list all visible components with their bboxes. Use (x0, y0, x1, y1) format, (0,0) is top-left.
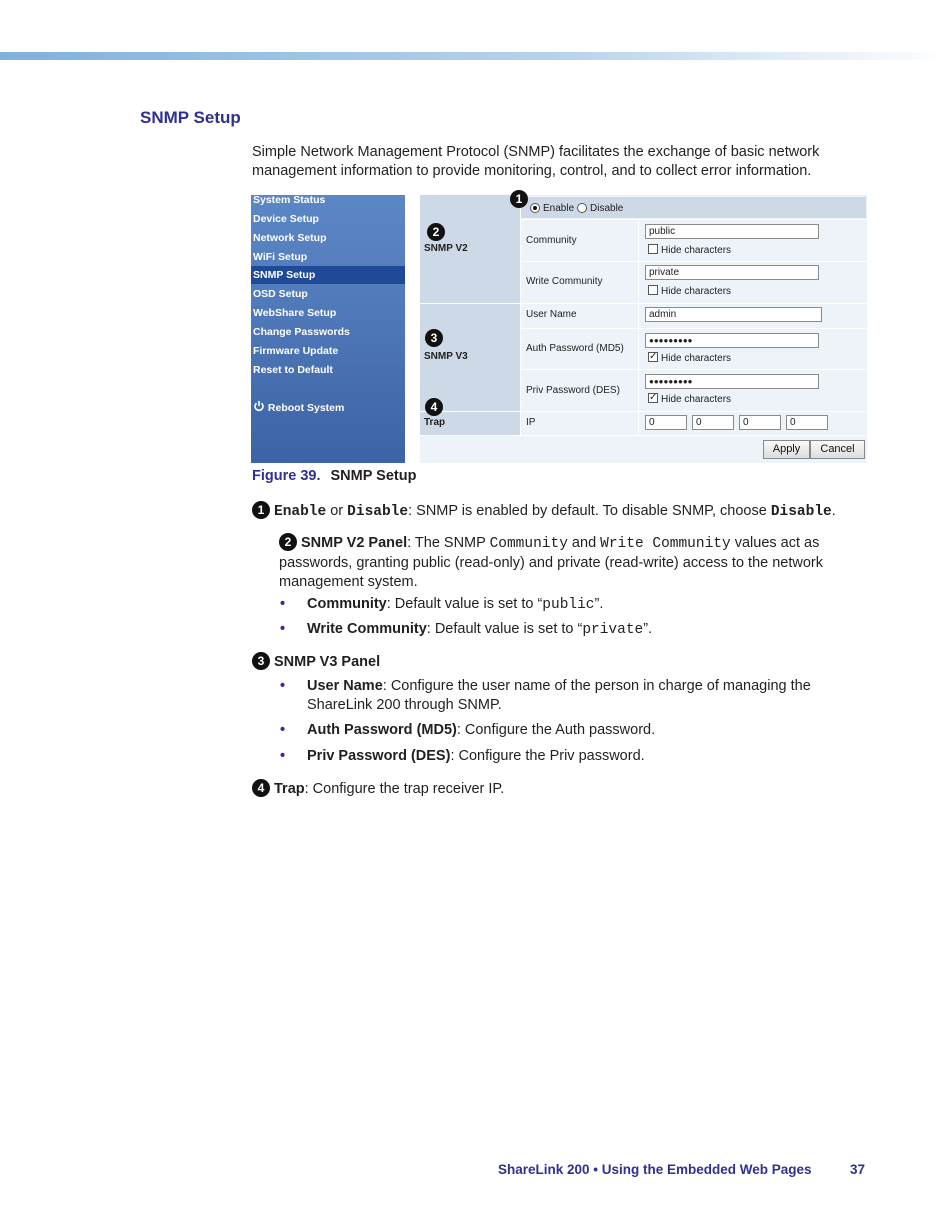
disable-label: Disable (590, 203, 624, 214)
column-separator (638, 219, 639, 435)
enable-radio[interactable] (530, 203, 540, 213)
write-community-keyword: Write Community (600, 536, 731, 552)
sidebar-item-webshare-setup[interactable]: WebShare Setup (253, 307, 337, 319)
bullet-dot: • (280, 722, 286, 738)
figure-caption (252, 468, 416, 484)
sidebar-item-wifi-setup[interactable]: WiFi Setup (253, 251, 308, 263)
auth-password-label: Auth Password (MD5) (526, 343, 624, 354)
snmp-v2-label: SNMP V2 (424, 243, 468, 254)
intro-paragraph: Simple Network Management Protocol (SNMP) facilitates the exchange of basic network management information to provide monitoring, control, and to collect error information. (252, 144, 820, 179)
reboot-system-button[interactable] (253, 400, 344, 414)
auth-hide-label: Hide characters (661, 353, 732, 364)
bullet-text: : Configure the Auth password. (456, 722, 656, 738)
user-name-input[interactable]: admin (645, 307, 822, 322)
or-text: or (326, 503, 348, 519)
snmp-setup-screenshot (251, 192, 867, 463)
item-2-text-2: values act as passwords, granting public (read-only) and private (read-write) access to the network management system. (279, 535, 823, 590)
snmp-form-panel (420, 192, 867, 463)
snmp-v3-label: SNMP V3 (424, 351, 468, 362)
priv-password-input[interactable]: ●●●●●●●●● (645, 374, 819, 389)
item-1-text: : SNMP is enabled by default. To disable SNMP, choose (408, 503, 771, 519)
figure-title: SNMP Setup (330, 468, 417, 484)
callout-1-icon: 1 (252, 501, 270, 519)
bullet-keyword: private (582, 622, 644, 638)
section-title: SNMP Setup (140, 108, 241, 127)
item-trap (252, 779, 872, 799)
community-label: Community (526, 235, 577, 246)
sidebar-item-snmp-setup[interactable]: SNMP Setup (251, 266, 405, 284)
bullet-dot: • (280, 621, 286, 637)
bullet-title: Priv Password (DES) (307, 748, 451, 764)
write-community-hide-label: Hide characters (661, 286, 732, 297)
callout-4-icon: 4 (252, 779, 270, 797)
bullet-title: Community (307, 596, 387, 612)
community-hide-label: Hide characters (661, 245, 732, 256)
callout-badge-1: 1 (510, 190, 528, 208)
row-separator (521, 261, 867, 262)
sidebar-item-osd-setup[interactable]: OSD Setup (253, 288, 308, 300)
disable-keyword-2: Disable (770, 504, 832, 520)
row-separator (521, 369, 867, 370)
priv-password-label: Priv Password (DES) (526, 385, 620, 396)
callout-2-icon: 2 (279, 533, 297, 551)
ip-label: IP (526, 417, 536, 428)
bullet-dot: • (280, 678, 286, 694)
disable-keyword: Disable (347, 504, 409, 520)
bullet-dot: • (280, 748, 286, 764)
ip-octet-1[interactable]: 0 (645, 415, 687, 430)
auth-password-input[interactable]: ●●●●●●●●● (645, 333, 819, 348)
snmp-v2-title: SNMP V2 Panel (301, 535, 408, 551)
header-gradient-bar (0, 52, 950, 60)
item-1-end: . (831, 503, 836, 519)
ip-octet-4[interactable]: 0 (786, 415, 828, 430)
row-separator (420, 435, 867, 436)
trap-label: Trap (424, 417, 446, 428)
bullet-text: : Configure the Priv password. (450, 748, 645, 764)
snmp-v3-title: SNMP V3 Panel (274, 654, 381, 670)
row-separator (420, 411, 867, 412)
item-enable-disable (252, 501, 872, 522)
apply-button[interactable]: Apply (763, 440, 810, 459)
callout-badge-2: 2 (427, 223, 445, 241)
power-icon (253, 400, 265, 412)
footer-title: ShareLink 200 • Using the Embedded Web Pages (498, 1162, 812, 1177)
bullet-dot: • (280, 596, 286, 612)
bullet-end: ”. (594, 596, 604, 612)
enable-keyword: Enable (274, 504, 327, 520)
priv-hide-checkbox[interactable]: ✓ (649, 392, 658, 403)
write-community-label: Write Community (526, 276, 603, 287)
write-community-hide-checkbox[interactable] (648, 285, 658, 295)
community-keyword: Community (489, 536, 568, 552)
bullet-text: : Configure the user name of the person in charge of managing the ShareLink 200 through SNMP. (307, 678, 811, 713)
ip-octet-3[interactable]: 0 (739, 415, 781, 430)
sidebar-item-change-passwords[interactable]: Change Passwords (253, 326, 350, 338)
figure-number: Figure 39. (252, 468, 321, 484)
bullet-text: : Default value is set to “ (426, 621, 583, 637)
sidebar-item-firmware-update[interactable]: Firmware Update (253, 345, 339, 357)
bullet-end: ”. (643, 621, 653, 637)
write-community-input[interactable]: private (645, 265, 819, 280)
callout-3-icon: 3 (252, 652, 270, 670)
row-separator (420, 303, 867, 304)
callout-badge-3: 3 (425, 329, 443, 347)
cancel-button[interactable]: Cancel (810, 440, 865, 459)
row-separator (521, 219, 867, 220)
sidebar-item-system-status[interactable]: System Status (253, 194, 326, 206)
item-snmp-v2 (252, 533, 872, 592)
disable-radio[interactable] (577, 203, 587, 213)
bullet-title: Write Community (307, 621, 427, 637)
enable-label: Enable (543, 203, 575, 214)
item-snmp-v3 (252, 652, 872, 672)
sidebar-item-device-setup[interactable]: Device Setup (253, 213, 319, 225)
callout-badge-4: 4 (425, 398, 443, 416)
community-hide-checkbox[interactable] (648, 244, 658, 254)
priv-hide-label: Hide characters (661, 394, 732, 405)
column-separator (520, 195, 521, 435)
bullet-title: Auth Password (MD5) (307, 722, 457, 738)
sidebar-item-network-setup[interactable]: Network Setup (253, 232, 327, 244)
auth-hide-checkbox[interactable]: ✓ (649, 351, 658, 362)
sidebar-item-reset-to-default[interactable]: Reset to Default (253, 364, 333, 376)
community-input[interactable]: public (645, 224, 819, 239)
item-2-text-1: : The SNMP (407, 535, 490, 551)
row-separator (521, 328, 867, 329)
page-number: 37 (850, 1162, 866, 1177)
and-text: and (567, 535, 601, 551)
ip-octet-2[interactable]: 0 (692, 415, 734, 430)
reboot-system-label: Reboot System (267, 402, 345, 414)
user-name-label: User Name (526, 309, 577, 320)
item-4-text: : Configure the trap receiver IP. (304, 781, 505, 797)
trap-title: Trap (274, 781, 305, 797)
sidebar-menu (251, 195, 405, 463)
bullet-text: : Default value is set to “ (386, 596, 543, 612)
bullet-title: User Name (307, 678, 383, 694)
bullet-keyword: public (542, 597, 595, 613)
